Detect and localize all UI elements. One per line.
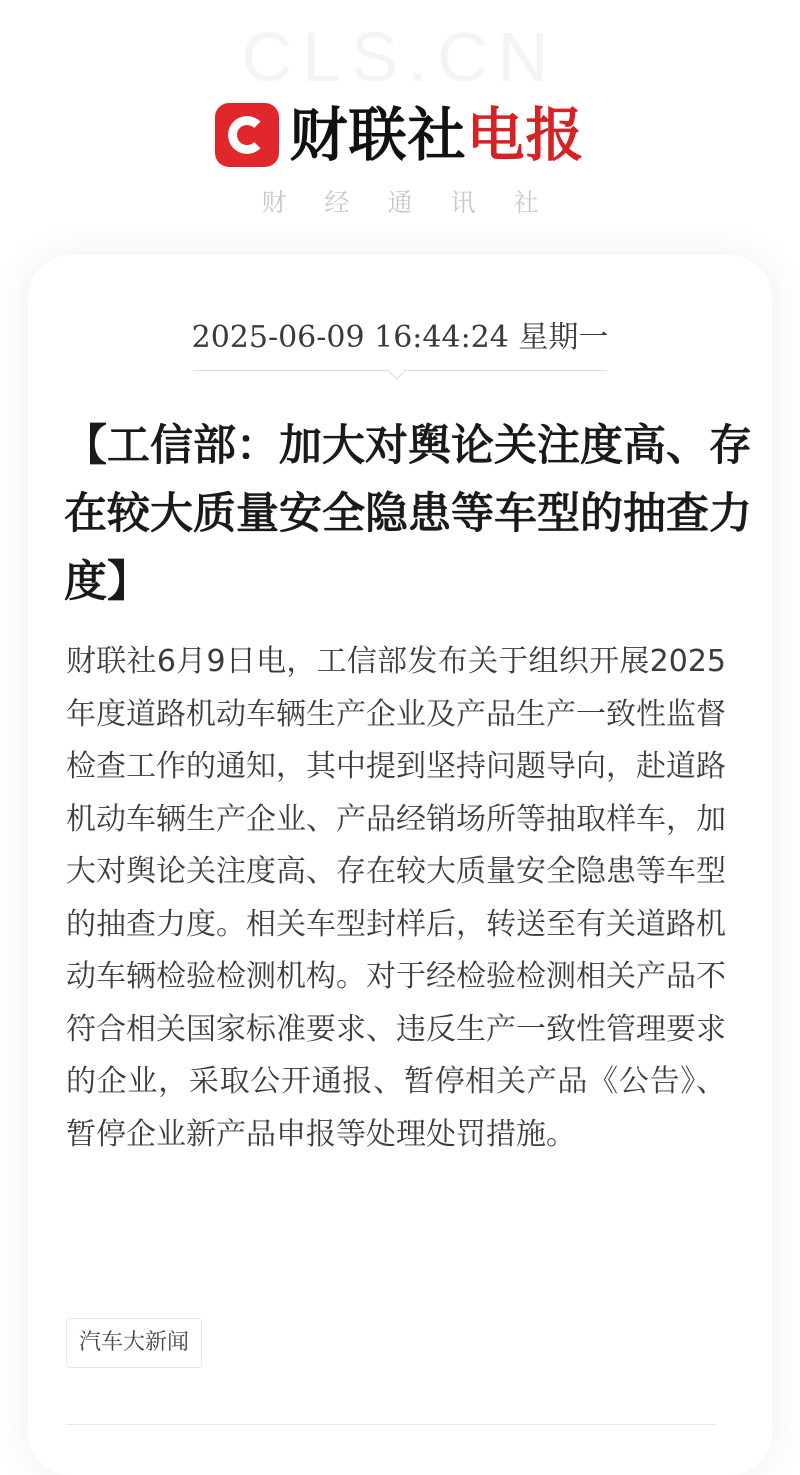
masthead-logo bbox=[0, 100, 800, 170]
watermark-text: CLS.CN bbox=[241, 18, 559, 96]
logo-name-black: 财联社 bbox=[289, 101, 467, 169]
article-body: 财联社6月9日电，工信部发布关于组织开展2025年度道路机动车辆生产企业及产品生产一致性监督检查工作的通知，其中提到坚持问题导向，赴道路机动车辆生产企业、产品经销场所等抽取样车，加大对舆论关注度高、存在较大质量安全隐患等车型的抽查力度。相关车型封样后，转送至有关道路机动车辆检验检测机构。对于经检验检测相关产品不符合相关国家标准要求、违反生产一致性管理要求的企业，采取公开通报、暂停相关产品《公告》、暂停企业新产品申报等处理处罚措施。 bbox=[66, 644, 726, 1152]
slogan: 财经通讯社 bbox=[261, 188, 577, 217]
logo-wordmark bbox=[289, 101, 585, 169]
logo-c-icon bbox=[215, 103, 279, 167]
article-datetime: 2025-06-09 16:44:24 星期一 bbox=[191, 320, 609, 355]
tag-chip[interactable]: 汽车大新闻 bbox=[66, 1318, 202, 1368]
bottom-divider bbox=[66, 1424, 716, 1425]
logo-name-red: 电报 bbox=[466, 101, 585, 169]
article-headline: 【工信部：加大对舆论关注度高、存在较大质量安全隐患等车型的抽查力度】 bbox=[64, 421, 752, 607]
